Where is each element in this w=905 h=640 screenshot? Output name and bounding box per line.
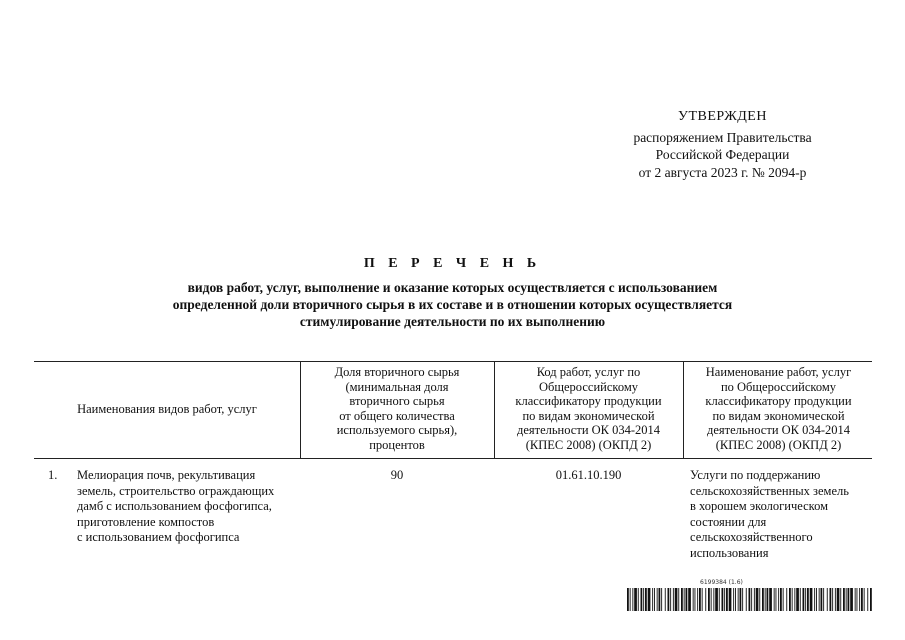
row-name-line: Мелиорация почв, рекультивация <box>77 468 256 482</box>
row-number: 1. <box>48 468 58 482</box>
header-line: классификатору продукции <box>705 394 852 408</box>
header-line: используемого сырья), <box>336 423 458 437</box>
table-col-divider <box>300 361 301 458</box>
row-service-line: состоянии для <box>690 514 767 529</box>
barcode-number: 6199384 (1.6) <box>700 579 743 586</box>
approval-title: УТВЕРЖДЕН <box>678 109 767 124</box>
header-line: (КПЕС 2008) (ОКПД 2) <box>525 437 652 452</box>
row-name <box>77 468 297 546</box>
document-title: П Е Р Е Ч Е Н Ь <box>363 256 542 271</box>
header-line: (минимальная доля <box>345 379 449 394</box>
header-col-name: Наименования видов работ, услуг <box>77 402 257 416</box>
header-line: деятельности ОК 034-2014 <box>516 423 661 437</box>
table-col-divider <box>494 361 495 458</box>
document-subtitle <box>120 279 785 330</box>
subtitle-line: видов работ, услуг, выполнение и оказание которых осуществляется с использованием <box>187 280 718 295</box>
row-name-line: земель, строительство ограждающих <box>77 483 275 498</box>
header-col-code <box>496 365 681 452</box>
row-service-line: в хорошем экологическом <box>690 499 829 513</box>
row-name-line: приготовление компостов <box>77 514 215 529</box>
barcode-icon <box>627 588 872 611</box>
table-top-rule <box>34 361 872 362</box>
row-service-line: сельскохозяйственного <box>690 530 813 544</box>
header-col-service <box>685 365 872 452</box>
header-line: вторичного сырья <box>349 394 445 408</box>
header-line: (КПЕС 2008) (ОКПД 2) <box>715 437 842 452</box>
header-line: по видам экономической <box>712 408 845 423</box>
header-line: Общероссийскому <box>538 379 638 394</box>
header-line: Код работ, услуг по <box>536 365 641 379</box>
row-share: 90 <box>390 468 404 482</box>
approval-line-date: от 2 августа 2023 г. № 2094-р <box>638 164 807 180</box>
table-col-divider <box>683 361 684 458</box>
header-line: по видам экономической <box>522 408 655 423</box>
subtitle-line: определенной доли вторичного сырья в их составе и в отношении которых осуществляется <box>172 297 733 312</box>
header-line: Доля вторичного сырья <box>334 365 460 379</box>
row-service-line: использования <box>690 545 769 560</box>
header-line: от общего количества <box>339 408 455 423</box>
approval-block <box>590 108 855 181</box>
header-line: процентов <box>369 437 425 452</box>
row-name-line: дамб с использованием фосфогипса, <box>77 499 272 513</box>
row-name-line: с использованием фосфогипса <box>77 530 240 544</box>
subtitle-line: стимулирование деятельности по их выполнению <box>299 314 606 329</box>
header-line: Наименование работ, услуг <box>705 365 852 379</box>
header-col-share <box>302 365 492 452</box>
header-line: деятельности ОК 034-2014 <box>706 423 851 437</box>
header-line: по Общероссийскому <box>720 379 837 394</box>
table-header-rule <box>34 458 872 459</box>
row-service <box>690 468 870 561</box>
row-service-line: сельскохозяйственных земель <box>690 483 849 498</box>
approval-line-government: Российской Федерации <box>655 147 790 162</box>
row-service-line: Услуги по поддержанию <box>690 468 821 482</box>
header-line: классификатору продукции <box>515 394 662 408</box>
approval-line-order: распоряжением Правительства <box>633 129 812 145</box>
row-code: 01.61.10.190 <box>555 468 622 482</box>
